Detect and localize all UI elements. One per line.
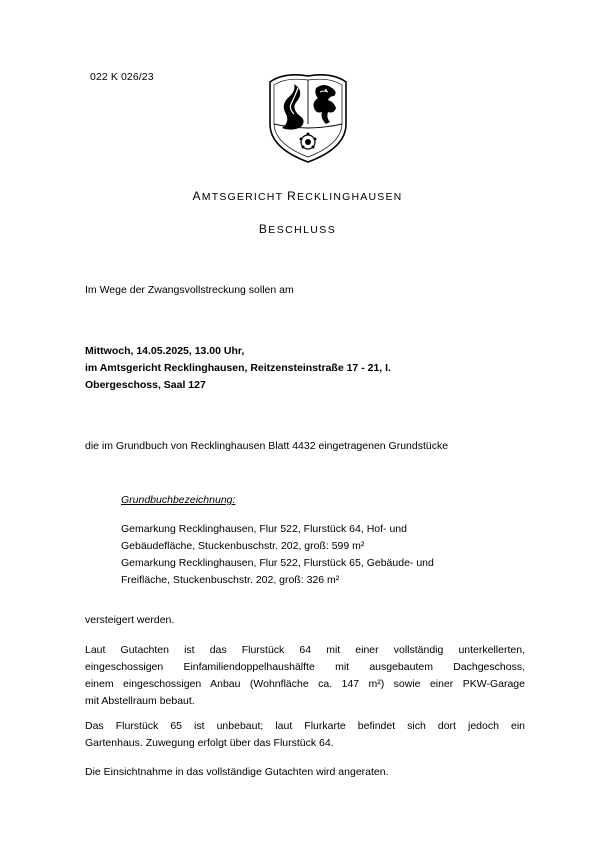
recommendation-text: Die Einsichtnahme in das vollständige Gutachten wird angeraten.: [85, 766, 389, 778]
expertise-line-3: einem eingeschossigen Anbau (Wohnfläche ca. 147 m²) sowie einer PKW-Garage: [85, 678, 525, 690]
document-title: BESCHLUSS: [258, 222, 337, 236]
register-entry-1-line-1: Gemarkung Recklinghausen, Flur 522, Flurstück 64, Hof- und: [121, 523, 407, 535]
appointment-location: im Amtsgericht Recklinghausen, Reitzensteinstraße 17 - 21, I.: [85, 362, 391, 374]
appointment-room: Obergeschoss, Saal 127: [85, 379, 206, 391]
parcel65-line-2: Gartenhaus. Zuwegung erfolgt über das Flurstück 64.: [85, 737, 334, 749]
case-number: 022 K 026/23: [90, 71, 154, 83]
expertise-line-1: Laut Gutachten ist das Flurstück 64 mit einer vollständig unterkellerten,: [85, 644, 525, 656]
expertise-paragraph: [85, 642, 525, 710]
intro-text: Im Wege der Zwangsvollstreckung sollen am: [85, 284, 294, 296]
nrw-coat-of-arms-icon: [264, 68, 352, 166]
expertise-line-2: eingeschossigen Einfamiliendoppelhaushälfte mit ausgebautem Dachgeschoss,: [85, 661, 525, 673]
appointment-date: Mittwoch, 14.05.2025, 13.00 Uhr,: [85, 345, 245, 357]
property-intro: die im Grundbuch von Recklinghausen Blatt 4432 eingetragenen Grundstücke: [85, 440, 449, 452]
register-entries: [121, 521, 521, 589]
appointment-block: [85, 343, 525, 394]
parcel65-line-1: Das Flurstück 65 ist unbebaut; laut Flurkarte befindet sich dort jedoch ein: [85, 720, 525, 732]
register-entry-2-line-1: Gemarkung Recklinghausen, Flur 522, Flurstück 65, Gebäude- und: [121, 557, 434, 569]
register-entry-1-line-2: Gebäudefläche, Stuckenbuschstr. 202, groß: 599 m²: [121, 540, 365, 552]
register-entry-2-line-2: Freifläche, Stuckenbuschstr. 202, groß: 326 m²: [121, 574, 340, 586]
expertise-line-4: mit Abstellraum bebaut.: [85, 695, 195, 707]
court-name: AMTSGERICHT RECKLINGHAUSEN: [192, 189, 403, 203]
register-heading: Grundbuchbezeichnung:: [121, 494, 236, 506]
auction-text: versteigert werden.: [85, 614, 175, 626]
parcel65-paragraph: [85, 718, 525, 752]
